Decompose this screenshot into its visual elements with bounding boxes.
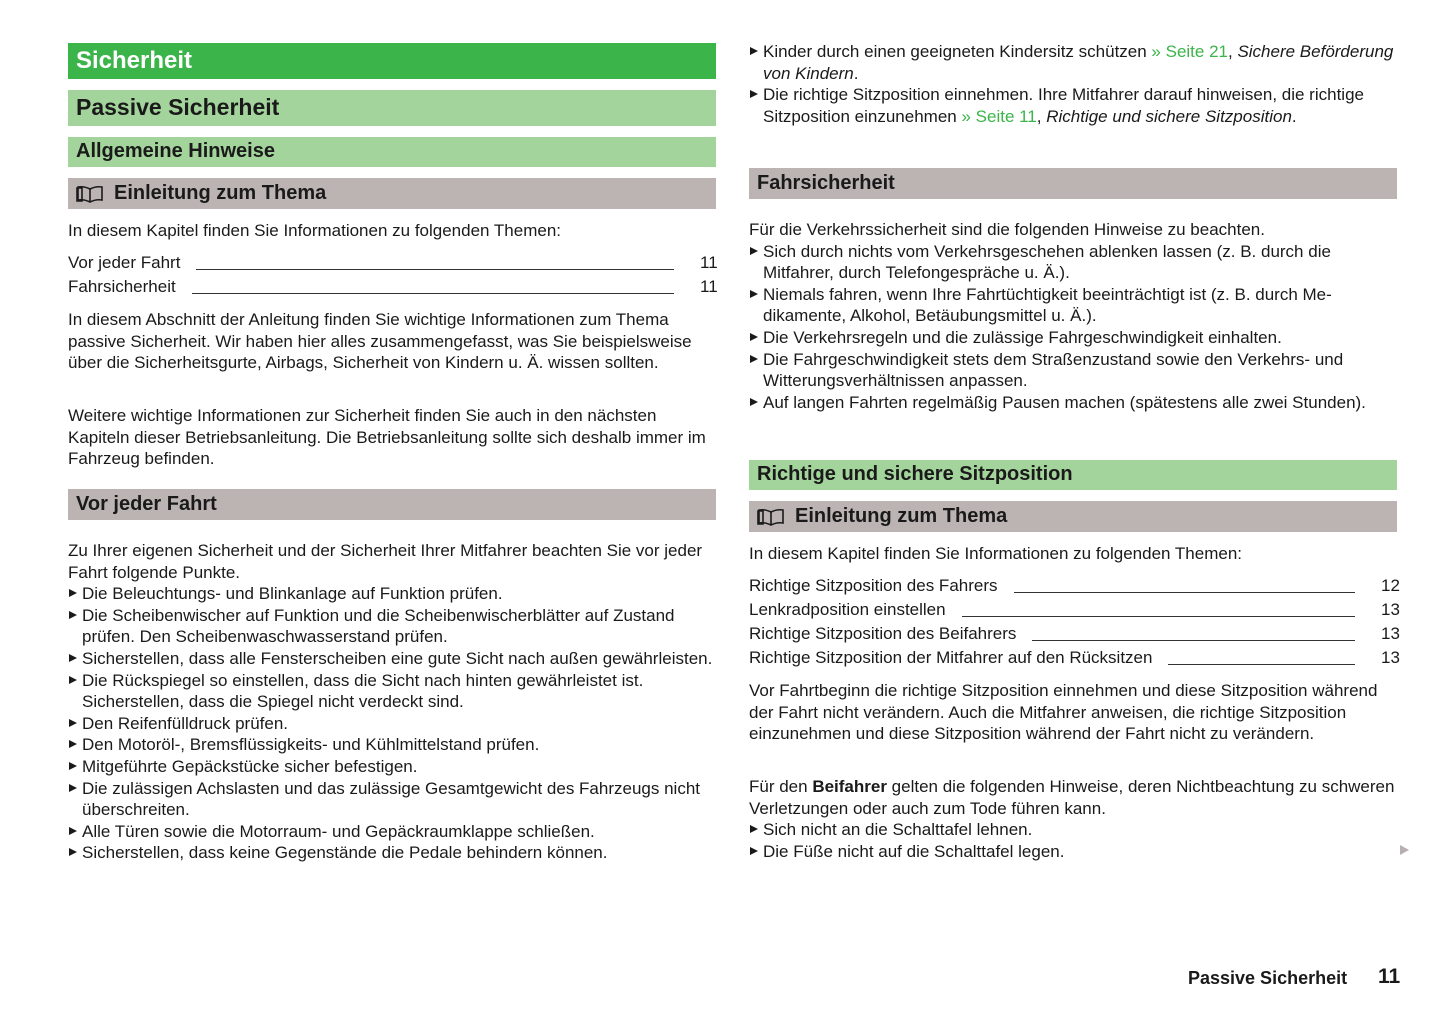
toc-entry[interactable] xyxy=(68,250,716,274)
vor-jeder-fahrt-heading: Vor jeder Fahrt xyxy=(68,489,716,520)
paragraph xyxy=(749,776,1397,819)
item-text: Die richtige Sitzposition einnehmen. Ihre Mitfahrer darauf hinweisen, die richtige Sitzposition einzunehmen xyxy=(763,85,1364,126)
list-item: Sicherstellen, dass alle Fensterscheiben eine gute Sicht nach außen gewährleisten. xyxy=(68,648,716,670)
toc-page: 13 xyxy=(1381,648,1400,668)
list-item: Die Verkehrsregeln und die zulässige Fahrgeschwindigkeit einhalten. xyxy=(749,327,1397,349)
reference-title: Richtige und sichere Sitzposition xyxy=(1046,106,1292,126)
bullet-list xyxy=(749,819,1397,862)
intro-heading xyxy=(68,178,716,209)
item-text: Kinder durch einen geeigneten Kindersitz schützen xyxy=(763,42,1152,61)
intro-heading-label: Einleitung zum Thema xyxy=(114,181,327,204)
toc-list xyxy=(749,573,1400,669)
list-item: Auf langen Fahrten regelmäßig Pausen machen (spätestens alle zwei Stunden). xyxy=(749,392,1397,414)
page-number: 11 xyxy=(1378,965,1401,988)
page-link[interactable]: » Seite 21 xyxy=(1151,42,1228,61)
list-item: Sich durch nichts vom Verkehrsgeschehen ablenken lassen (z. B. durch die Mitfahrer, durch Telefongespräche u. Ä.). xyxy=(749,241,1397,284)
toc-page: 12 xyxy=(1381,576,1400,596)
separator: , xyxy=(1036,106,1047,126)
toc-entry[interactable] xyxy=(68,274,716,298)
list-item: Den Motoröl-, Bremsflüssigkeits- und Kühlmittelstand prüfen. xyxy=(68,734,716,756)
toc-leader xyxy=(192,279,674,294)
intro-heading-label: Einleitung zum Thema xyxy=(795,504,1008,527)
toc-page: 11 xyxy=(700,277,718,297)
continue-arrow-icon xyxy=(1400,845,1409,855)
footer-section-title: Passive Sicherheit xyxy=(1188,968,1348,988)
toc-entry[interactable] xyxy=(749,621,1400,645)
subsection-heading: Allgemeine Hinweise xyxy=(68,137,716,167)
chapter-heading: Sicherheit xyxy=(68,43,716,79)
toc-leader xyxy=(1032,626,1355,641)
list-item: Die zulässigen Achslasten und das zulässige Gesamtgewicht des Fahrzeugs nicht überschreiten. xyxy=(68,778,716,821)
list-item: Die Scheibenwischer auf Funktion und die Scheibenwischerblätter auf Zustand prüfen. Den Scheibenwaschwasserstand prüfen. xyxy=(68,605,716,648)
fahrsicherheit-body xyxy=(749,219,1397,413)
toc-entry[interactable] xyxy=(749,645,1400,669)
toc-page: 13 xyxy=(1381,600,1400,620)
vor-jeder-fahrt-body xyxy=(68,540,716,864)
toc-page: 13 xyxy=(1381,624,1400,644)
list-item xyxy=(749,41,1397,84)
list-item: Die Rückspiegel so einstellen, dass die Sicht nach hinten gewährleistet ist. Sicherstellen, dass die Spiegel nicht verdeckt sind. xyxy=(68,670,716,713)
intro-heading xyxy=(749,501,1397,532)
list-item xyxy=(749,84,1397,127)
toc-list xyxy=(68,250,716,298)
separator: , xyxy=(1227,42,1238,61)
text: gelten die folgenden Hinweise, deren Nichtbeachtung zu schweren Verletzungen oder auch zum Tode führen kann. xyxy=(749,777,1395,818)
period: . xyxy=(1291,106,1297,126)
toc-leader xyxy=(962,602,1355,617)
list-item: Die Füße nicht auf die Schalttafel legen. xyxy=(749,841,1397,863)
beifahrer-body xyxy=(749,776,1397,862)
paragraph: Für die Verkehrssicherheit sind die folgenden Hinweise zu beachten. xyxy=(749,220,1265,239)
list-item: Die Beleuchtungs- und Blinkanlage auf Funktion prüfen. xyxy=(68,583,716,605)
paragraph: Zu Ihrer eigenen Sicherheit und der Sicherheit Ihrer Mitfahrer beachten Sie vor jeder Fahrt folgende Punkte. xyxy=(68,541,703,582)
toc-label: Richtige Sitzposition des Fahrers xyxy=(749,576,998,596)
book-icon xyxy=(76,185,104,203)
toc-label: Richtige Sitzposition der Mitfahrer auf den Rücksitzen xyxy=(749,648,1153,668)
list-item: Sicherstellen, dass keine Gegenstände die Pedale behindern können. xyxy=(68,842,716,864)
toc-label: Fahrsicherheit xyxy=(68,277,176,297)
intro-text: In diesem Kapitel finden Sie Informationen zu folgenden Themen: xyxy=(749,544,1242,563)
emphasis: Beifahrer xyxy=(812,777,887,796)
list-item: Mitgeführte Gepäckstücke sicher befestigen. xyxy=(68,756,716,778)
paragraph: Vor Fahrtbeginn die richtige Sitzposition einnehmen und diese Sitzposition während der Fahrt nicht verändern. Auch die Mitfahrer anweisen, die richtige Sitzposition einzunehmen und diese Sitzposition während der Fahrt nicht zu verändern. xyxy=(749,681,1378,744)
list-item: Niemals fahren, wenn Ihre Fahrtüchtigkeit beeinträchtigt ist (z. B. durch Medikamente, Alkohol, Betäubungsmittel u. Ä.). xyxy=(749,284,1397,327)
text: Für den xyxy=(749,777,813,796)
list-item: Alle Türen sowie die Motorraum- und Gepäckraumklappe schließen. xyxy=(68,821,716,843)
intro-text: In diesem Kapitel finden Sie Informationen zu folgenden Themen: xyxy=(68,221,561,240)
bullet-list xyxy=(749,241,1397,414)
toc-leader xyxy=(1014,578,1355,593)
list-item: Die Fahrgeschwindigkeit stets dem Straßenzustand sowie den Verkehrs- und Witterungsverhältnissen anpassen. xyxy=(749,349,1397,392)
toc-entry[interactable] xyxy=(749,573,1400,597)
right-column xyxy=(749,0,1400,1026)
toc-leader xyxy=(196,255,674,270)
reference-title: Sichere Beförderung von Kindern xyxy=(763,42,1394,83)
toc-label: Lenkradposition einstellen xyxy=(749,600,946,620)
list-item: Den Reifenfülldruck prüfen. xyxy=(68,713,716,735)
paragraph: In diesem Abschnitt der Anleitung finden Sie wichtige Informationen zum Thema passive Sicherheit. Wir haben hier alles zusammengefasst, was Sie beispielsweise über die Sicherheitsgurte, Airbags, Sicherheit von Kindern u. Ä. wissen sollten. xyxy=(68,310,692,373)
paragraph: Weitere wichtige Informationen zur Sicherheit finden Sie auch in den nächsten Kapiteln dieser Betriebsanleitung. Die Betriebsanleitung sollte sich deshalb immer im Fahrzeug befinden. xyxy=(68,406,706,469)
sitzposition-heading: Richtige und sichere Sitzposition xyxy=(749,460,1397,490)
toc-label: Richtige Sitzposition des Beifahrers xyxy=(749,624,1017,644)
toc-label: Vor jeder Fahrt xyxy=(68,253,181,273)
toc-page: 11 xyxy=(700,253,718,273)
page-link[interactable]: » Seite 11 xyxy=(961,106,1037,126)
period: . xyxy=(853,63,859,83)
book-icon xyxy=(757,508,785,526)
fahrsicherheit-heading: Fahrsicherheit xyxy=(749,168,1397,199)
left-column xyxy=(68,0,716,1026)
toc-leader xyxy=(1168,650,1355,665)
toc-entry[interactable] xyxy=(749,597,1400,621)
list-item: Sich nicht an die Schalttafel lehnen. xyxy=(749,819,1397,841)
section-heading: Passive Sicherheit xyxy=(68,90,716,126)
bullet-list xyxy=(749,41,1397,127)
bullet-list xyxy=(68,583,716,864)
